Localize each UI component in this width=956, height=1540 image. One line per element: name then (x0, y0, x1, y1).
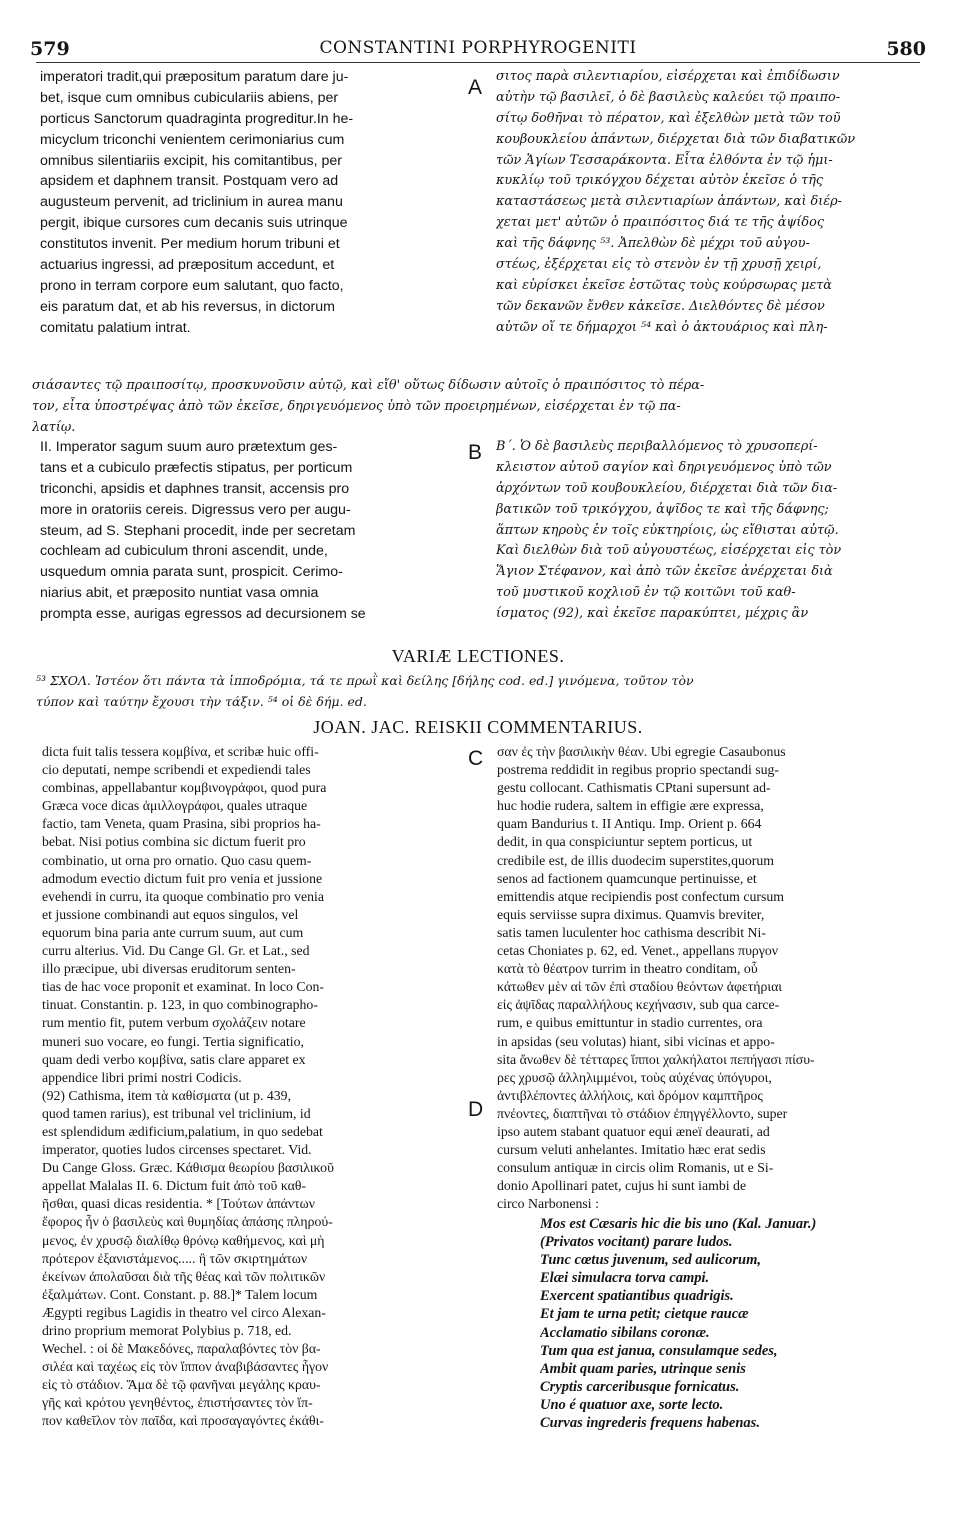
text-line: κάτωθεν μὲν αἱ τῶν ἐπὶ σταδίου θεόντων ἀφετήριαι (497, 979, 783, 995)
text-line: credibile est, de illis duodecim superstites,quorum (497, 852, 775, 868)
text-line: emittendis atque recipiendis post confectum cursum (497, 888, 784, 904)
text-line: more in oratoriis cereis. Digressus vero per augu- (40, 501, 351, 518)
running-title: CONSTANTINI PORPHYROGENITI (319, 38, 637, 58)
variae-lectiones-title: VARIÆ LECTIONES. (391, 646, 565, 666)
text-line: λατίῳ. (32, 419, 76, 435)
commentary-poem (540, 1215, 940, 1432)
text-line: εἰς ἀψῖδας παραλλήλους κεχήνασιν, sub qua carce- (497, 997, 780, 1013)
text-line: τον, εἶτα ὑποστρέψας ἀπὸ τῶν ἐκεῖσε, δηριγευόμενος ὑπὸ τῶν προειρημένων, εἰσέρχεται ἐν τῷ πα- (32, 398, 681, 414)
text-line: Tum qua est janua, consulamque sedes, (540, 1342, 778, 1359)
text-line: ἀρχόντων τοῦ κουβουκλείου, διέρχεται διὰ τῶν δια- (496, 480, 838, 496)
text-line: imperatori tradit,qui præpositum paratum dare ju- (40, 69, 349, 85)
text-line: porticus Sanctorum quadraginta progreditur.In he- (40, 110, 354, 127)
margin-marker-c: C (468, 747, 484, 770)
text-line: ipso autem stabant quatuor equi æneï deaurati, ad (497, 1123, 770, 1139)
text-line: actuarius ingressi, ad præpositum accedunt, et (40, 257, 335, 274)
text-line: (92) Cathisma, item τὰ καθίσματα (ut p. 439, (42, 1087, 292, 1103)
text-line: cursum veluti anhelantes. Imitatio hæc erat sedis (497, 1142, 766, 1158)
text-line: satis tamen luculenter hoc cathisma describit Ni- (497, 924, 766, 940)
text-line: ρες χρυσῷ ἀλληλιμμένοι, τοὺς αὐχένας ὑπόγυροι, (497, 1069, 772, 1085)
text-line: βατικῶν τοῦ τρικόγχου, ἀψῖδος τε καὶ τῆς δάφνης; (496, 501, 829, 517)
text-line: κατὰ τὸ θέατρον turrim in theatro conditam, οὗ (497, 961, 758, 977)
text-line: καταστάσεως μετὰ σιλεντιαρίων ἁπάντων, καὶ διέρ- (496, 194, 842, 210)
text-line: quam dedi verbo κομβίνα, satis clare apparet ex (42, 1051, 306, 1067)
text-line: drino proprium memorat Polybius p. 718, ed. (42, 1323, 292, 1338)
text-line: steum, ad S. Stephani procedit, inde per secretam (40, 522, 356, 539)
text-line: Et jam te urna petit; cietque raucæ (540, 1306, 749, 1323)
text-line: καὶ τῆς δάφνης ⁵³. Ἀπελθὼν δὲ μέχρι τοῦ αὐγου- (496, 236, 810, 252)
text-line: quam Bandurius t. II Antiqu. Imp. Orient p. 664 (497, 816, 762, 832)
text-line: αὐτῶν οἵ τε δήμαρχοι ⁵⁴ καὶ ὁ ἀκτουάριος καὶ πλη- (496, 319, 828, 335)
text-line: πρότερον ἐξανιστάμενος..... ἢ τῶν σκιρτημάτων (42, 1250, 308, 1266)
text-line: imperator, quoties ludos circenses spectaret. Vid. (42, 1142, 312, 1158)
text-line: Ἅγιον Στέφανον, καὶ ἀπὸ τῶν ἐκεῖσε ἀνέρχεται διὰ (496, 564, 833, 580)
text-line: augusteum pervenit, ad triclinium in aurea manu (40, 194, 343, 211)
text-line: quod tamen rarius), est tribunal vel triclinium, id (42, 1105, 311, 1121)
text-line: κουβουκλείου ἁπάντων, διέρχεται διὰ τῶν διαβατικῶν (496, 131, 856, 147)
text-line: appendice libri primi nostri Codicis. (42, 1069, 242, 1085)
text-line: γῆς καὶ κρότου γενηθέντος, ἐπιστήσαντες τὸν ἵπ- (42, 1395, 313, 1411)
text-line: cochleam ad cubiculum throni ascendit, unde, (40, 543, 328, 560)
text-line: bebat. Nisi potius combina sic dictum fuerit pro (42, 834, 306, 850)
text-line: senos ad factionem quamcunque pertinuisse, et (497, 870, 757, 886)
latin-column-mid (40, 437, 472, 625)
text-line: Curvas ingrederis frequens habenas. (540, 1415, 760, 1432)
commentary-right-column (497, 743, 937, 1213)
text-line: κλειστον αὐτοῦ σαγίον καὶ δηριγευόμενος ὑπὸ τῶν (496, 459, 832, 475)
text-line: tinuat. Constantin. p. 123, in quo combinographo- (42, 997, 318, 1013)
text-line: ἀντιβλέποντες ἀλλήλοις, καὶ δρόμον καμπτῆρος (497, 1087, 763, 1103)
text-line: usquedum omnia parata sunt, prospicit. Cerimo- (40, 564, 343, 581)
text-line: equorum bina paria ante currum suum, aut cum (42, 924, 304, 940)
margin-marker-b: B (468, 441, 483, 464)
text-line: factio, tam Veneta, quam Prasina, sibi proprios ha- (42, 816, 321, 832)
text-line: Ambit quam paries, utrinque senis (540, 1360, 746, 1377)
running-header (0, 38, 956, 64)
text-line: dicta fuit talis tessera κομβίνα, et scribæ huic offi- (42, 744, 319, 759)
text-line: gestu collocant. Cathismatis CPtani supersunt ad- (497, 780, 771, 796)
text-line: Exercent spatiantibus quadrigis. (540, 1288, 734, 1305)
text-line: (Privatos vocitant) parare ludos. (540, 1234, 733, 1251)
text-line: illo præcipue, ubi diversas eruditorum senten- (42, 961, 296, 977)
text-line: circo Narbonensi : (497, 1196, 599, 1212)
text-line: combinatio, ut orna pro ornatio. Quo casu quem- (42, 852, 312, 868)
text-line: ἅπτων κηροὺς ἐν τοῖς εὐκτηρίοις, ὡς εἴθισται αὐτῷ. (496, 522, 839, 538)
greek-fullwidth-continuation (32, 376, 928, 439)
text-line: prono in terram corpore eum salutant, quo facto, (40, 277, 344, 294)
text-line: appellat Malalas II. 6. Dictum fuit ἀπὸ τοῦ καθ- (42, 1178, 307, 1194)
text-line: πνέοντες, διαπτῆναι τὸ στάδιον ἐπηγγέλλοντο, super (497, 1105, 788, 1121)
text-line: Acclamatio sibilans coronæ. (540, 1324, 710, 1341)
text-line: admodum evectio dictum fuit pro venia et jussione (42, 870, 323, 886)
greek-column-top (496, 67, 936, 339)
text-line: σιάσαντες τῷ πραιποσίτῳ, προσκυνοῦσιν αὐτῷ, καὶ εἴθ' οὕτως δίδωσιν αὐτοῖς ὁ πραιπόσιτος τὸ πέρα- (32, 378, 705, 393)
text-line: Uno é quatuor axe, sorte lecto. (540, 1396, 724, 1413)
text-line: evehendi in curru, ita quoque combinatio pro venia (42, 888, 324, 904)
text-line: Elæi simulacra torva campi. (540, 1270, 710, 1287)
text-line: prompta esse, aurigas egressos ad decursionem se (40, 606, 366, 623)
page-number-left: 579 (30, 38, 70, 60)
text-line: σιτος παρὰ σιλεντιαρίου, εἰσέρχεται καὶ ἐπιδίδωσιν (496, 69, 840, 84)
text-line: ίσματος (92), καὶ ἐκεῖσε παρακύπτει, μέχρις ἂν (496, 606, 809, 622)
text-line: σίτῳ δοθῆναι τὸ πέρατον, καὶ ἐξελθὼν μετὰ τῶν τοῦ (496, 110, 841, 126)
text-line: tans et a cubiculo præfectis stipatus, per porticum (40, 459, 353, 476)
text-line: comitatu palatium intrat. (40, 319, 191, 336)
text-line: in apsidas (seu volutas) hiant, sibi vicinas et appo- (497, 1033, 775, 1049)
text-line: rum, e quibus emittuntur in stadio currentes, ora (497, 1015, 763, 1031)
text-line: triconchi, apsidis et daphnes transit, accensis pro (40, 480, 350, 497)
text-line: αὐτὴν τῷ βασιλεῖ, ὁ δὲ βασιλεὺς καλεύει τῷ πραιπο- (496, 89, 841, 105)
text-line: cetas Choniates p. 62, ed. Venet., appellans πυργον (497, 943, 779, 959)
text-line: dedit, in qua conspiciuntur septem porticus, ut (497, 834, 753, 850)
text-line: Cryptis carceribusque fornicatus. (540, 1378, 740, 1395)
header-rule (36, 62, 920, 63)
text-line: constitutos invenit. Per medium horum tribuni et (40, 236, 340, 253)
text-line: apsidem et daphnem transit. Postquam vero ad (40, 173, 339, 190)
margin-marker-a: A (468, 76, 483, 99)
text-line: bet, isque cum omnibus cubiculariis abiens, per (40, 89, 339, 106)
text-line: ἐκείνων ἀπολαῦσαι διὰ τῆς θέας καὶ τῶν πολιτικῶν (42, 1268, 326, 1284)
text-line: σαν ἐς τὴν βασιλικὴν θέαν. Ubi egregie Casaubonus (497, 744, 786, 759)
latin-column-top (40, 67, 472, 339)
text-line: combinas, appellabantur κομβινογράφοι, quod pura (42, 780, 327, 796)
text-line: eis paratum dat, et ab his reversus, in dictorum (40, 298, 335, 315)
text-line: μενος, ἐν χρυσῷ διαλίθῳ θρόνῳ καθήμενος, καὶ μὴ (42, 1232, 325, 1248)
text-line: muneri suo vocare, eo fungi. Tertia significatio, (42, 1033, 304, 1049)
text-line: consulum antiquæ in circis olim Romanis, ut e Si- (497, 1160, 774, 1176)
text-line: niarius abit, et præposito nuntiat vasa omnia (40, 585, 319, 602)
text-line: rum mentio fit, putem verbum σχολάζειν notare (42, 1015, 306, 1031)
text-line: Du Cange Gloss. Græc. Κάθισμα θεωρίου βασιλικοῦ (42, 1160, 334, 1176)
text-line: τῶν δεκανῶν ἔνθεν κἀκεῖσε. Διελθόντες δὲ μέσον (496, 298, 825, 314)
text-line: κυκλίῳ τοῦ τρικόγχου δέχεται αὐτὸν ἐκεῖσε ὁ τῆς (496, 173, 824, 189)
text-line: omnibus silentiariis excipit, his comitantibus, per (40, 152, 343, 169)
commentary-left-column (42, 743, 474, 1431)
text-line: τοῦ μυστικοῦ κοχλιοῦ ἐν τῷ κοιτῶνι τοῦ καθ- (496, 585, 796, 601)
text-line: micyclum triconchi venientem cerimoniarius cum (40, 131, 345, 148)
variae-line: ⁵³ ΣΧΟΛ. Ἰστέον ὅτι πάντα τὰ ἱπποδρόμια, τά τε πρωῒ καὶ δείλης [δήλης cod. ed.] γινόμενα, τοῦτον τὸν (36, 673, 694, 688)
page-number-right: 580 (886, 38, 926, 60)
text-line: Græca voce dicas ἁμιλλογράφοι, quales utraque (42, 798, 308, 814)
text-line: pergit, ibique cursores cum decanis suis utrinque (40, 215, 348, 232)
text-line: huc hodie rudera, saltem in effigie ære expressa, (497, 798, 764, 814)
text-line: est splendidum ædificium,palatium, in quo sedebat (42, 1123, 323, 1139)
text-line: στέως, ἐξέρχεται εἰς τὸ στενὸν ἐν τῇ χρυσῇ χειρί, (496, 257, 822, 273)
text-line: donio Apollinari patet, cujus hi sunt iambi de (497, 1178, 747, 1194)
greek-column-mid (496, 437, 936, 625)
text-line: Β΄. Ὁ δὲ βασιλεὺς περιβαλλόμενος τὸ χρυσοπερί- (496, 439, 818, 454)
text-line: Tunc cœtus juvenum, sed aulicorum, (540, 1252, 762, 1269)
text-line: Mos est Cæsaris hic die bis uno (Kal. Januar.) (540, 1216, 817, 1232)
commentary-title: JOAN. JAC. REISKII COMMENTARIUS. (313, 717, 643, 737)
text-line: II. Imperator sagum suum auro prætextum ges- (40, 439, 338, 455)
text-line: curru alterius. Vid. Du Cange Gl. Gr. et Lat., sed (42, 943, 310, 959)
variae-line: τύπον καὶ ταύτην ἔχουσι τὴν τάξιν. ⁵⁴ οἱ δὲ δήμ. ed. (36, 693, 367, 709)
text-line: σιλέα καὶ ταχέως εἰς τὸν ἵππον ἀναβιβάσαντες ἦγον (42, 1359, 329, 1375)
text-line: Ægypti regibus Lagidis in theatro vel circo Alexan- (42, 1304, 326, 1320)
text-line: equis serviisse supra diximus. Quamvis breviter, (497, 906, 765, 922)
text-line: postrema reddidit in regibus proprio spectandi sug- (497, 762, 780, 778)
text-line: et jussione combinandi aut equos singulos, vel (42, 906, 299, 922)
text-line: καὶ εὑρίσκει ἐκεῖσε ἑστῶτας τοὺς κούρσωρας μετὰ (496, 277, 832, 293)
text-line: ἐξαλμάτων. Cont. Constant. p. 88.]* Talem locum (42, 1286, 318, 1302)
text-line: ἔφορος ἦν ὁ βασιλεὺς καὶ θυμηδίας ἁπάσης πληρού- (42, 1214, 333, 1230)
variae-lectiones-note (36, 671, 926, 713)
text-line: Καὶ διελθὼν διὰ τοῦ αὐγουστέως, εἰσέρχεται εἰς τὸν (496, 543, 842, 559)
text-line: εἰς τὸ στάδιον. Ἅμα δὲ τῷ φανῆναι μεγάλης κραυ- (42, 1377, 321, 1393)
text-line: χεται μετ' αὐτῶν ὁ πραιπόσιτος διά τε τῆς ἀψίδος (496, 215, 825, 231)
text-line: τῶν Ἁγίων Τεσσαράκοντα. Εἶτα ἐλθόντα ἐν τῷ ἡμι- (496, 152, 833, 168)
text-line: cio deputati, nempe scribendi et expediendi tales (42, 762, 311, 778)
text-line: sita ἄνωθεν δὲ τέτταρες ἵπποι χαλκήλατοι πεπήγασι πίσυ- (497, 1051, 815, 1067)
text-line: ῆσθαι, quasi dicas residentia. * [Τούτων ἁπάντων (42, 1196, 315, 1212)
margin-marker-d: D (468, 1098, 484, 1121)
text-line: Wechel. : οἱ δὲ Μακεδόνες, παραλαβόντες τὸν βα- (42, 1341, 321, 1357)
text-line: πον καθεῖλον τὸν παῖδα, καὶ προσαγαγόντες ἐκάθι- (42, 1413, 324, 1429)
text-line: tias de hac voce proponit et examinat. In loco Con- (42, 979, 324, 995)
